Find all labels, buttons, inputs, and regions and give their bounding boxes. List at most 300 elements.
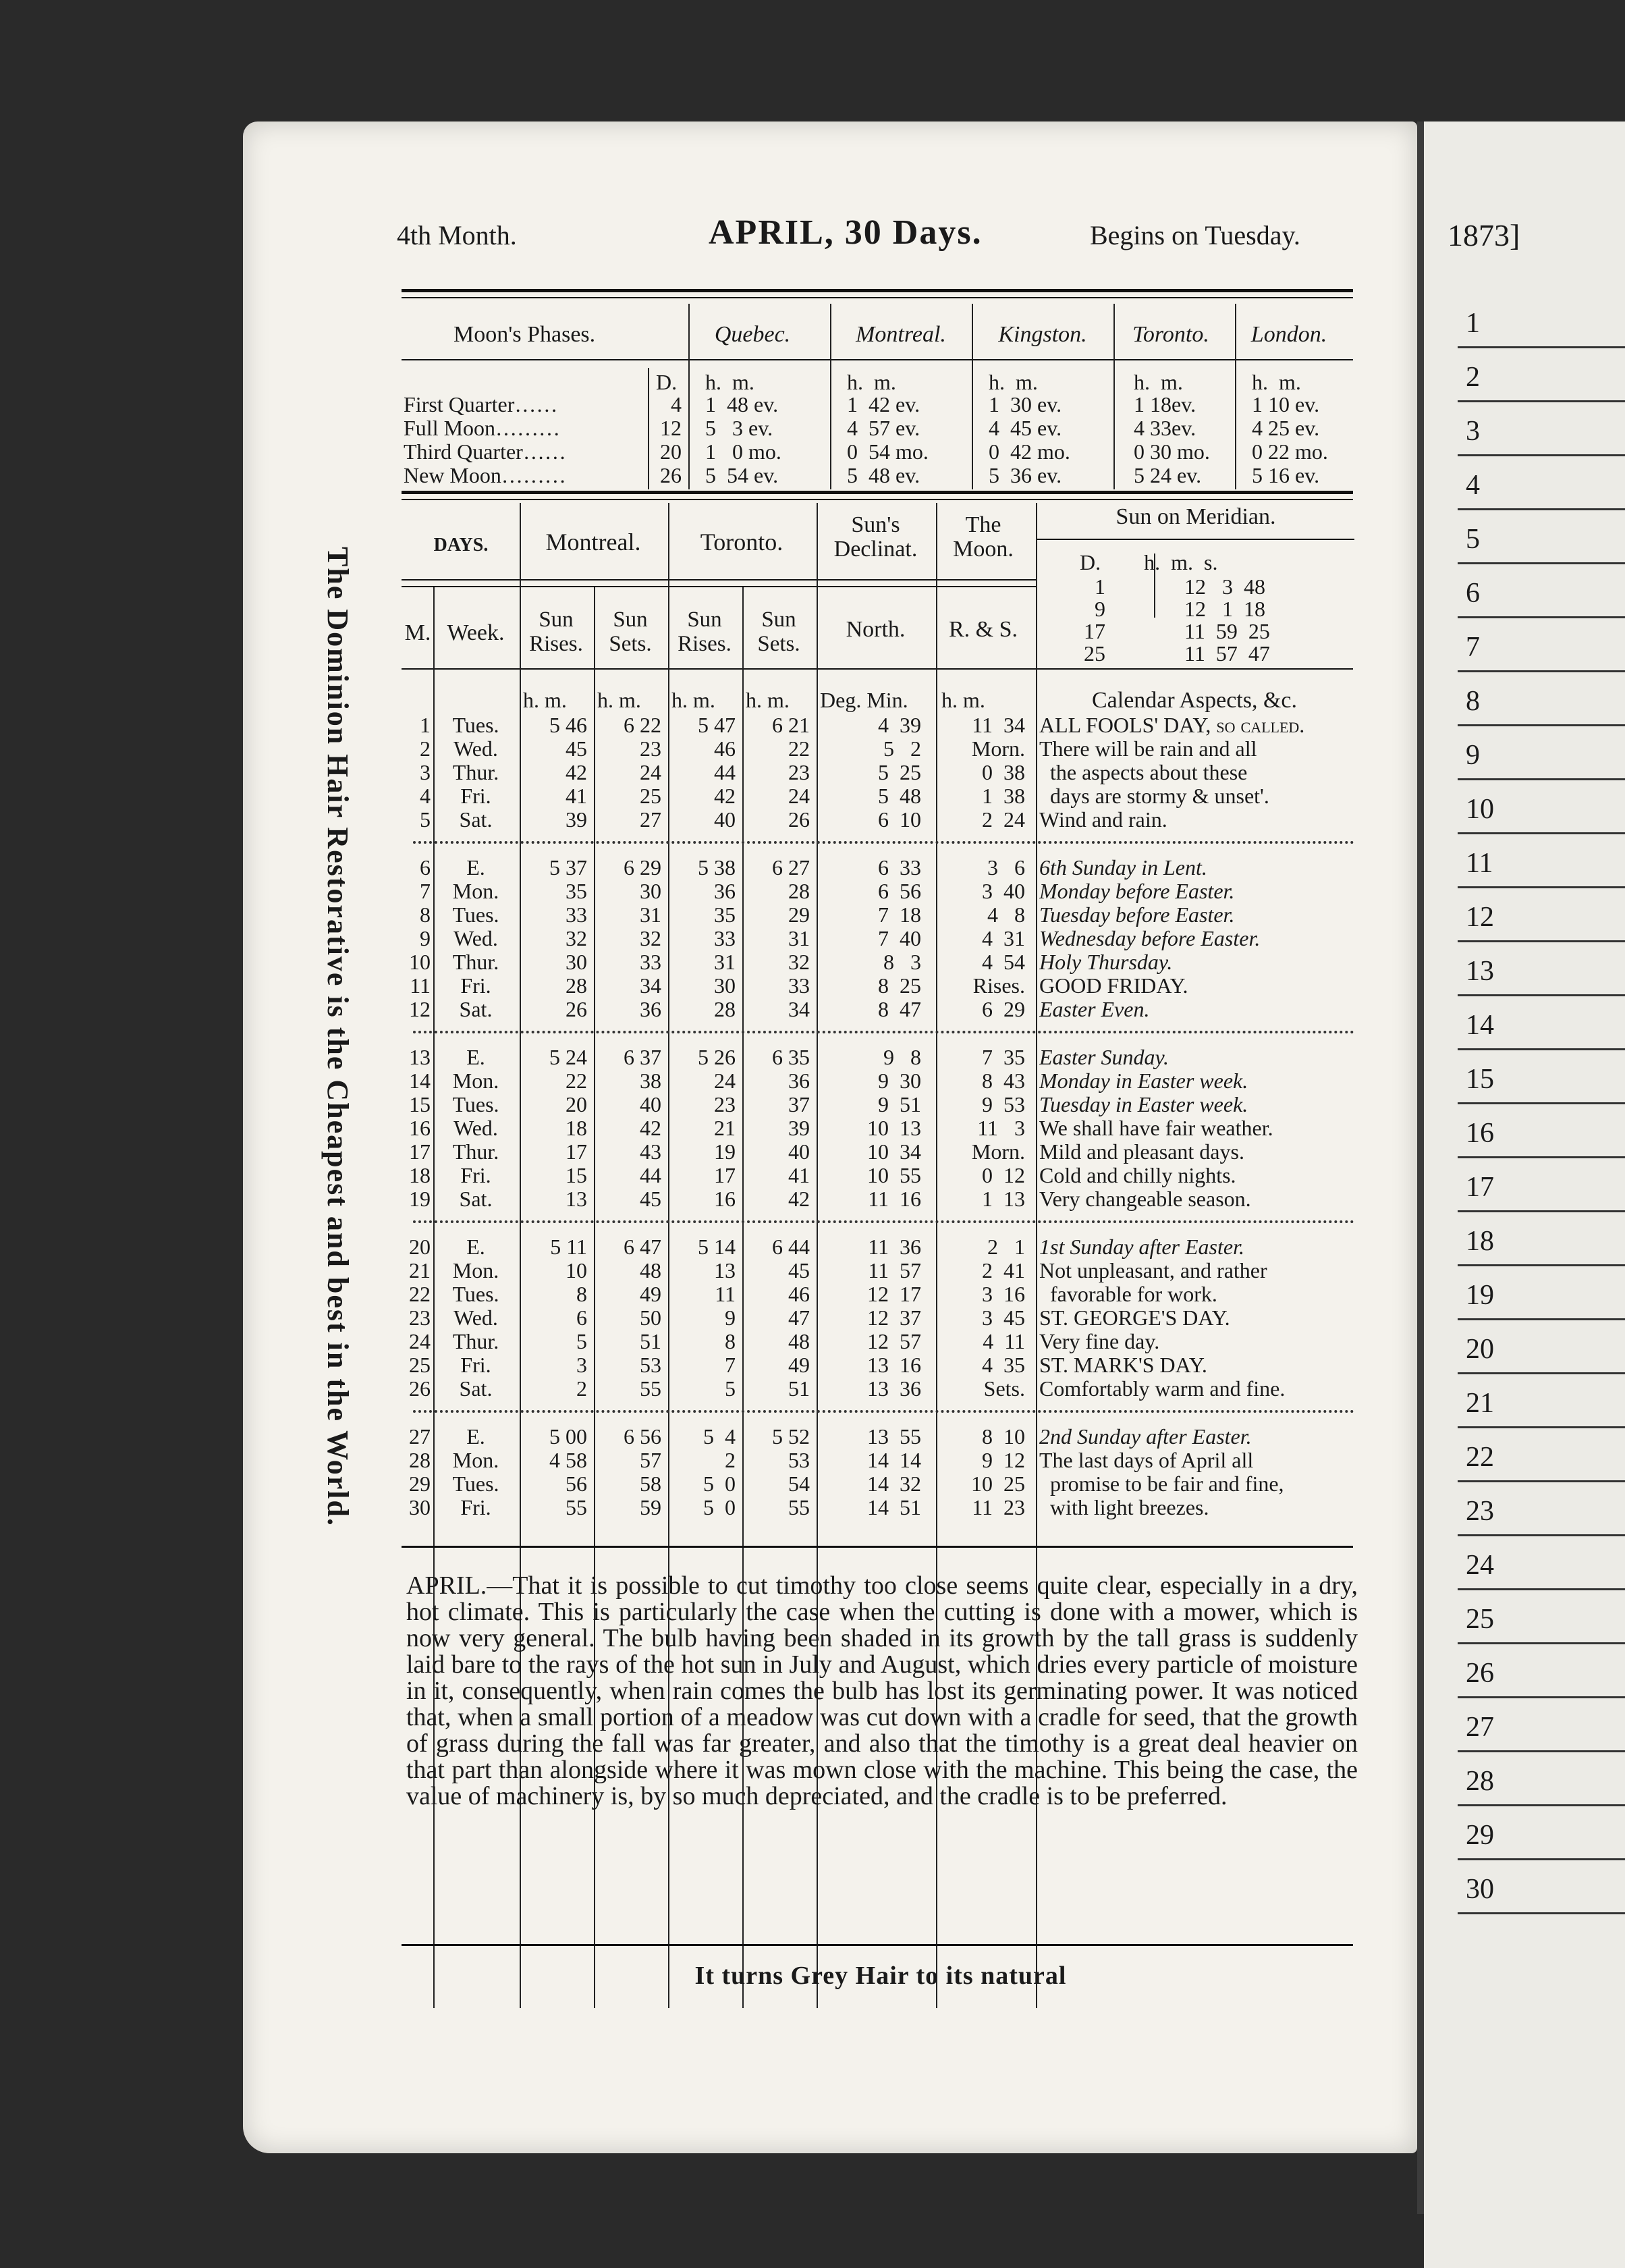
calendar-aspect: Very fine day.: [1039, 1330, 1160, 1353]
ruled-line: [1458, 1480, 1625, 1482]
moon-rise-set: 10 25: [971, 1472, 1025, 1496]
sun-declination: 12 57: [867, 1329, 921, 1353]
phase-time: 5 54 ev.: [705, 463, 779, 487]
day-of-week: Wed.: [453, 736, 498, 761]
calendar-aspect: ST. GEORGE'S DAY.: [1039, 1306, 1230, 1330]
toronto-sunrise: 5 4: [703, 1424, 736, 1449]
montreal-sunrise: 35: [566, 879, 587, 903]
moon-rise-set: 1 38: [982, 784, 1025, 808]
day-of-month: 16: [409, 1116, 431, 1140]
moon-rise-set: Rises.: [972, 973, 1025, 998]
day-of-week: Tues.: [452, 1092, 499, 1116]
day-of-month: 3: [420, 760, 431, 784]
day-of-week: Wed.: [453, 1305, 498, 1330]
toronto-sunset: 34: [788, 997, 810, 1021]
moon-rise-set: 3 16: [982, 1282, 1025, 1306]
mont-rises-header: Sun Rises.: [529, 608, 583, 656]
rs-header: R. & S.: [948, 617, 1018, 642]
montreal-sunset: 57: [640, 1448, 661, 1472]
day-of-week: E.: [466, 855, 485, 880]
montreal-sunrise: 5 00: [549, 1424, 587, 1449]
unit-label: h. m.: [671, 688, 715, 712]
toronto-sunset: 31: [788, 926, 810, 950]
montreal-sunset: 45: [640, 1187, 661, 1211]
unit-label: Deg. Min.: [820, 688, 908, 712]
ruled-line: [1458, 940, 1625, 942]
toronto-sunset: 45: [788, 1258, 810, 1282]
line-number: 3: [1466, 416, 1480, 447]
phase-time: 1 48 ev.: [705, 392, 779, 416]
hm-header: h. m.: [847, 370, 896, 394]
toronto-sunrise: 40: [714, 807, 736, 832]
days-header: DAYS.: [433, 535, 489, 556]
ruled-line: [1458, 1534, 1625, 1536]
calendar-aspect: ALL FOOLS' DAY, so called.: [1039, 713, 1305, 737]
montreal-sunrise: 2: [576, 1376, 587, 1401]
line-number: 18: [1466, 1226, 1494, 1257]
begins-on: Begins on Tuesday.: [1090, 220, 1300, 250]
column-divider: [830, 304, 831, 489]
montreal-sunset: 6 29: [624, 855, 661, 880]
line-number: 14: [1466, 1010, 1494, 1041]
line-number: 23: [1466, 1496, 1494, 1527]
sun-declination: 11 16: [868, 1187, 921, 1211]
montreal-sunrise: 17: [566, 1139, 587, 1164]
day-of-month: 2: [420, 736, 431, 761]
day-of-month: 30: [409, 1495, 431, 1519]
toronto-sunset: 41: [788, 1163, 810, 1187]
toronto-sunset: 49: [788, 1353, 810, 1377]
rule: [402, 297, 1353, 298]
toronto-sunset: 6 35: [772, 1045, 810, 1069]
montreal-sunset: 40: [640, 1092, 661, 1116]
meridian-time: 11 59 25: [1184, 619, 1270, 643]
day-of-week: E.: [466, 1424, 485, 1449]
calendar-aspect: There will be rain and all: [1039, 737, 1257, 761]
montreal-sunrise: 10: [566, 1258, 587, 1282]
sun-declination: 5 25: [878, 760, 921, 784]
montreal-sunset: 6 47: [624, 1235, 661, 1259]
montreal-sunrise: 3: [576, 1353, 587, 1377]
sun-declination: 9 30: [878, 1069, 921, 1093]
phase-time: 1 30 ev.: [989, 392, 1062, 416]
montreal-sunrise: 32: [566, 926, 587, 950]
rule: [402, 359, 1353, 360]
toronto-sunrise: 31: [714, 950, 736, 974]
toronto-sunrise: 5 0: [703, 1495, 736, 1519]
line-number: 28: [1466, 1766, 1494, 1797]
montreal-sunrise: 5 24: [549, 1045, 587, 1069]
montreal-sunset: 24: [640, 760, 661, 784]
day-of-week: Fri.: [460, 1495, 491, 1519]
calendar-aspect: We shall have fair weather.: [1039, 1116, 1273, 1140]
day-of-month: 22: [409, 1282, 431, 1306]
meridian-day: 1: [1095, 574, 1105, 599]
montreal-sunrise: 22: [566, 1069, 587, 1093]
meridian-time: 12 1 18: [1184, 597, 1265, 621]
calendar-aspect: Wednesday before Easter.: [1039, 927, 1261, 950]
unit-label: h. m.: [941, 688, 985, 712]
day-of-month: 7: [420, 879, 431, 903]
toronto-sunset: 39: [788, 1116, 810, 1140]
montreal-sunset: 49: [640, 1282, 661, 1306]
week-separator: [413, 1031, 1354, 1033]
montreal-sunrise: 56: [566, 1472, 587, 1496]
hm-header: h. m.: [989, 370, 1038, 394]
ruled-line: [1458, 724, 1625, 726]
moon-rise-set: 11 3: [977, 1116, 1025, 1140]
week-separator: [413, 841, 1354, 844]
aspects-header: Calendar Aspects, &c.: [1091, 688, 1298, 713]
moon-rise-set: Morn.: [971, 736, 1025, 761]
montreal-sunset: 36: [640, 997, 661, 1021]
line-number: 17: [1466, 1172, 1494, 1203]
moon-rise-set: 0 38: [982, 760, 1025, 784]
toronto-sunrise: 7: [725, 1353, 736, 1377]
montreal-sunset: 59: [640, 1495, 661, 1519]
toronto-sunset: 6 21: [772, 713, 810, 737]
phase-name: Third Quarter……: [404, 440, 566, 464]
unit-label: h. m.: [746, 688, 790, 712]
rule: [402, 1944, 1353, 1946]
sun-declination: 14 51: [867, 1495, 921, 1519]
phase-time: 1 10 ev.: [1252, 392, 1320, 416]
day-of-month: 6: [420, 855, 431, 880]
meridian-day: 25: [1084, 641, 1105, 666]
phase-day: 26: [660, 463, 682, 487]
moon-rise-set: 4 8: [987, 902, 1025, 927]
moon-rise-set: 3 45: [982, 1305, 1025, 1330]
line-number: 8: [1466, 686, 1480, 717]
calendar-aspect: days are stormy & unset'.: [1039, 784, 1269, 808]
toronto-sunrise: 2: [725, 1448, 736, 1472]
phase-time: 0 22 mo.: [1252, 439, 1328, 464]
toronto-sunrise: 28: [714, 997, 736, 1021]
calendar-aspect: Not unpleasant, and rather: [1039, 1259, 1267, 1282]
toronto-sunrise: 30: [714, 973, 736, 998]
ruled-line: [1458, 778, 1625, 780]
day-of-month: 20: [409, 1235, 431, 1259]
line-number: 19: [1466, 1280, 1494, 1311]
line-number: 4: [1466, 470, 1480, 501]
ruled-line: [1458, 1804, 1625, 1806]
tor-sets-header: Sun Sets.: [757, 608, 800, 656]
sun-declination: 4 39: [878, 713, 921, 737]
calendar-aspect: Monday before Easter.: [1039, 880, 1235, 903]
ruled-line: [1458, 1048, 1625, 1050]
moon-rise-set: 2 41: [982, 1258, 1025, 1282]
day-of-month: 14: [409, 1069, 431, 1093]
montreal-sunset: 30: [640, 879, 661, 903]
phase-time: 5 16 ev.: [1252, 463, 1320, 487]
sun-declination: 6 56: [878, 879, 921, 903]
day-of-week: Wed.: [453, 926, 498, 950]
day-of-week: E.: [466, 1235, 485, 1259]
day-of-week: Fri.: [460, 973, 491, 998]
phase-time: 0 54 mo.: [847, 439, 929, 464]
phase-time: 4 33ev.: [1134, 416, 1196, 440]
calendar-aspect: the aspects about these: [1039, 761, 1248, 784]
day-of-week: Fri.: [460, 784, 491, 808]
toronto-sunset: 33: [788, 973, 810, 998]
toronto-sunrise: 5 38: [698, 855, 736, 880]
ruled-line: [1458, 832, 1625, 834]
moon-rise-set: 2 1: [987, 1235, 1025, 1259]
toronto-sunrise: 17: [714, 1163, 736, 1187]
day-of-month: 8: [420, 902, 431, 927]
phase-day: 4: [671, 392, 682, 416]
line-number: 22: [1466, 1442, 1494, 1473]
toronto-sunrise: 44: [714, 760, 736, 784]
phase-day: 12: [660, 416, 682, 440]
day-of-week: Sat.: [459, 997, 493, 1021]
day-of-week: Fri.: [460, 1353, 491, 1377]
meridian-time: 12 3 48: [1184, 574, 1265, 599]
montreal-sunrise: 28: [566, 973, 587, 998]
day-of-week: Fri.: [460, 1163, 491, 1187]
ruled-line: [1458, 616, 1625, 618]
phase-time: 5 48 ev.: [847, 463, 920, 487]
toronto-sunrise: 19: [714, 1139, 736, 1164]
montreal-sunrise: 45: [566, 736, 587, 761]
moon-rise-set: 0 12: [982, 1163, 1025, 1187]
day-of-month: 9: [420, 926, 431, 950]
sun-declination: 10 13: [867, 1116, 921, 1140]
m-header: M.: [404, 620, 431, 645]
line-number: 26: [1466, 1658, 1494, 1689]
toronto-sunset: 28: [788, 879, 810, 903]
day-of-week: Mon.: [452, 879, 499, 903]
day-of-month: 10: [409, 950, 431, 974]
line-number: 24: [1466, 1550, 1494, 1581]
sun-declination: 9 51: [878, 1092, 921, 1116]
line-number: 11: [1466, 848, 1493, 879]
calendar-aspect: Mild and pleasant days.: [1039, 1140, 1244, 1164]
moon-rise-set: 4 54: [982, 950, 1025, 974]
line-number: 12: [1466, 902, 1494, 933]
toronto-sunrise: 11: [715, 1282, 736, 1306]
side-advertisement: The Dominion Hair Restorative is the Cheapest and best in the World.: [321, 547, 354, 1527]
phase-name: Full Moon………: [404, 416, 561, 440]
column-divider: [1113, 304, 1115, 489]
calendar-aspect: 2nd Sunday after Easter.: [1039, 1425, 1252, 1449]
tor-rises-header: Sun Rises.: [678, 608, 732, 656]
ruled-line: [1458, 1588, 1625, 1590]
rule: [402, 579, 1036, 580]
sun-declination: 10 34: [867, 1139, 921, 1164]
montreal-sunrise: 5 46: [549, 713, 587, 737]
sun-declination: 8 25: [878, 973, 921, 998]
sun-declination: 8 47: [878, 997, 921, 1021]
line-number: 15: [1466, 1064, 1494, 1095]
ruled-line: [1458, 508, 1625, 510]
month-number: 4th Month.: [397, 220, 517, 250]
sun-declination: 9 8: [883, 1045, 921, 1069]
calendar-aspect: Easter Even.: [1039, 998, 1150, 1021]
moon-rise-set: 6 29: [982, 997, 1025, 1021]
day-of-month: 25: [409, 1353, 431, 1377]
page-title: APRIL, 30 Days.: [709, 213, 983, 252]
ruled-line: [1458, 1912, 1625, 1914]
sun-declination: 13 36: [867, 1376, 921, 1401]
ruled-line: [1458, 994, 1625, 996]
calendar-aspect: Tuesday before Easter.: [1039, 903, 1235, 927]
montreal-sunset: 32: [640, 926, 661, 950]
sun-declination: 5 2: [883, 736, 921, 761]
line-number: 7: [1466, 632, 1480, 663]
toronto-sunset: 6 27: [772, 855, 810, 880]
calendar-aspect: Monday in Easter week.: [1039, 1069, 1248, 1093]
phase-time: 4 25 ev.: [1252, 416, 1320, 440]
montreal-sunrise: 18: [566, 1116, 587, 1140]
calendar-aspect: The last days of April all: [1039, 1449, 1254, 1472]
montreal-sunrise: 5 37: [549, 855, 587, 880]
line-number: 5: [1466, 524, 1480, 555]
day-of-month: 19: [409, 1187, 431, 1211]
toronto-sunset: 37: [788, 1092, 810, 1116]
sun-declination: 13 55: [867, 1424, 921, 1449]
calendar-aspect: Tuesday in Easter week.: [1039, 1093, 1248, 1116]
phase-time: 1 0 mo.: [705, 439, 781, 464]
sun-declination: 7 18: [878, 902, 921, 927]
city-header: London.: [1250, 322, 1327, 347]
sun-declination: 14 32: [867, 1472, 921, 1496]
phase-time: 0 30 mo.: [1134, 439, 1210, 464]
montreal-sunset: 50: [640, 1305, 661, 1330]
montreal-sunrise: 4 58: [549, 1448, 587, 1472]
line-number: 30: [1466, 1874, 1494, 1905]
toronto-sunrise: 21: [714, 1116, 736, 1140]
day-of-month: 5: [420, 807, 431, 832]
moon-rise-set: 4 31: [982, 926, 1025, 950]
line-number: 2: [1466, 362, 1480, 393]
line-number: 20: [1466, 1334, 1494, 1365]
ruled-line: [1458, 1156, 1625, 1158]
toronto-sunrise: 36: [714, 879, 736, 903]
unit-label: h. m.: [597, 688, 641, 712]
note-body: —That it is possible to cut timothy too close seems quite clear, especially in a dry, hot climate. This is particularly the case when the cutting is done with a mower, which is now very general. The bulb having been shaded in its growth by the tall grass is suddenly laid bare to the rays of the hot sun in July and August, which dries every particle of moisture in it, consequently, when rain comes the bulb has lost its germinating power. It was noticed that, when a small portion of a meadow was cut down with a cradle for seed, that the growth of grass during the fall was far greater, and also that the timothy is a great deal heavier on that part than alongside where it was mown close with the machine. This being the case, the value of machinery is, by so much depreciated, and the cradle is to be preferred.: [406, 1571, 1358, 1810]
sun-declination: 5 48: [878, 784, 921, 808]
montreal-sunrise: 20: [566, 1092, 587, 1116]
ruled-line: [1458, 1210, 1625, 1212]
toronto-header: Toronto.: [700, 529, 783, 556]
phase-name: First Quarter……: [404, 393, 558, 416]
hm-header: h. m.: [705, 370, 754, 394]
rule: [402, 1546, 1353, 1548]
phase-name: New Moon………: [404, 464, 566, 487]
sun-declination: 6 10: [878, 807, 921, 832]
day-of-week: Wed.: [453, 1116, 498, 1140]
montreal-sunrise: 5: [576, 1329, 587, 1353]
ruled-line: [1458, 1102, 1625, 1104]
calendar-aspect: Comfortably warm and fine.: [1039, 1377, 1286, 1401]
toronto-sunset: 22: [788, 736, 810, 761]
day-of-month: 29: [409, 1472, 431, 1496]
phase-time: 5 3 ev.: [705, 416, 773, 440]
moon-rise-set: 4 35: [982, 1353, 1025, 1377]
facing-page: [1424, 122, 1625, 2268]
moon-rise-set: 8 10: [982, 1424, 1025, 1449]
toronto-sunset: 26: [788, 807, 810, 832]
day-of-week: Mon.: [452, 1069, 499, 1093]
toronto-sunset: 32: [788, 950, 810, 974]
ruled-line: [1458, 886, 1625, 888]
toronto-sunrise: 5 14: [698, 1235, 736, 1259]
toronto-sunrise: 9: [725, 1305, 736, 1330]
rule: [402, 289, 1353, 292]
toronto-sunrise: 16: [714, 1187, 736, 1211]
day-of-month: 12: [409, 997, 431, 1021]
phases-label: Moon's Phases.: [453, 322, 596, 347]
toronto-sunrise: 23: [714, 1092, 736, 1116]
montreal-sunset: 44: [640, 1163, 661, 1187]
day-of-month: 4: [420, 784, 431, 808]
phase-time: 1 42 ev.: [847, 392, 920, 416]
calendar-aspect: ST. MARK'S DAY.: [1039, 1353, 1207, 1377]
moon-rise-set: 9 12: [982, 1448, 1025, 1472]
montreal-sunset: 42: [640, 1116, 661, 1140]
meridian-header: D. h. m. s.: [1080, 550, 1218, 574]
week-header: Week.: [447, 620, 505, 645]
week-separator: [413, 1220, 1354, 1223]
ruled-line: [1458, 1750, 1625, 1752]
hm-header: h. m.: [1134, 370, 1183, 394]
moon-rise-set: 11 34: [972, 713, 1025, 737]
moon-rise-set: 7 35: [982, 1045, 1025, 1069]
line-number: 27: [1466, 1712, 1494, 1743]
day-of-week: Thur.: [452, 760, 499, 784]
toronto-sunset: 23: [788, 760, 810, 784]
day-of-week: Thur.: [452, 1329, 499, 1353]
unit-label: h. m.: [523, 688, 567, 712]
line-number: 6: [1466, 578, 1480, 609]
line-number: 25: [1466, 1604, 1494, 1635]
ruled-line: [1458, 670, 1625, 672]
ruled-line: [1458, 1858, 1625, 1860]
day-of-month: 24: [409, 1329, 431, 1353]
calendar-aspect: Easter Sunday.: [1039, 1046, 1169, 1069]
calendar-aspect: Very changeable season.: [1039, 1187, 1251, 1211]
toronto-sunrise: 46: [714, 736, 736, 761]
montreal-sunrise: 26: [566, 997, 587, 1021]
line-number: 29: [1466, 1820, 1494, 1851]
toronto-sunrise: 13: [714, 1258, 736, 1282]
ruled-line: [1458, 1264, 1625, 1266]
moon-rise-set: 8 43: [982, 1069, 1025, 1093]
toronto-sunset: 40: [788, 1139, 810, 1164]
line-number: 10: [1466, 794, 1494, 825]
moon-rise-set: Morn.: [971, 1139, 1025, 1164]
montreal-sunset: 25: [640, 784, 661, 808]
moon-rise-set: 3 6: [987, 855, 1025, 880]
toronto-sunset: 42: [788, 1187, 810, 1211]
day-of-month: 23: [409, 1305, 431, 1330]
toronto-sunrise: 8: [725, 1329, 736, 1353]
day-of-month: 15: [409, 1092, 431, 1116]
meridian-time: 11 57 47: [1184, 641, 1270, 666]
montreal-sunrise: 42: [566, 760, 587, 784]
day-of-week: Sat.: [459, 1376, 493, 1401]
ruled-line: [1458, 1318, 1625, 1320]
meridian-day: 17: [1084, 619, 1105, 643]
city-header: Toronto.: [1132, 322, 1209, 347]
rule: [402, 668, 1353, 670]
calendar-aspect: 1st Sunday after Easter.: [1039, 1235, 1244, 1259]
montreal-sunset: 6 22: [624, 713, 661, 737]
montreal-sunset: 38: [640, 1069, 661, 1093]
year-label: 1873]: [1448, 218, 1520, 252]
toronto-sunrise: 35: [714, 902, 736, 927]
